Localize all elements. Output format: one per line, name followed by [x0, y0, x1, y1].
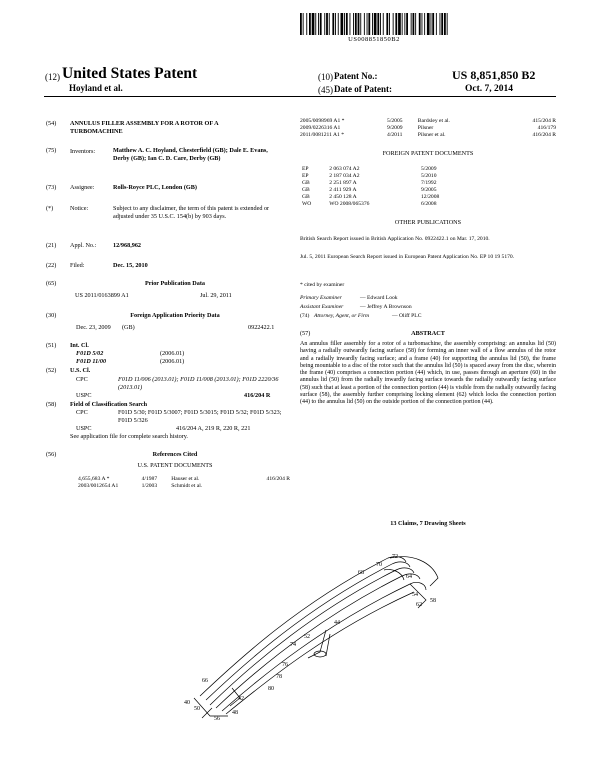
annulus-lid-outline — [210, 568, 414, 705]
us-reference-row-who: Hauser et al. — [171, 476, 200, 482]
foreign-reference-row-d: 6/2008 — [420, 200, 437, 207]
barcode-bar — [312, 13, 315, 35]
frame-outline — [226, 592, 414, 714]
foreign-reference-row-d: 7/1992 — [420, 179, 437, 186]
invention-title: ANNULUS FILLER ASSEMBLY FOR A ROTOR OF A TURBOMACHINE — [70, 120, 219, 135]
barcode-bar — [326, 13, 328, 35]
barcode-bar — [306, 13, 307, 35]
priority-country: (GB) — [122, 324, 135, 331]
barcode-bar — [315, 13, 316, 35]
foreign-reference-row-n: 2 187 034 A2 — [329, 172, 360, 179]
barcode-bar — [424, 13, 425, 35]
barcode-bar — [318, 13, 319, 35]
abstract-code: (57) — [300, 330, 311, 337]
inventors-label: Inventors: — [70, 148, 96, 155]
barcode-bar — [344, 13, 345, 35]
figure-reference-label: 52 — [304, 634, 310, 640]
barcode-bar — [441, 13, 443, 35]
barcode-bar — [364, 13, 365, 35]
foreign-docs-heading: FOREIGN PATENT DOCUMENTS — [382, 150, 474, 157]
us-cl-uspc: 416/204 R — [244, 392, 271, 399]
prior-pub-heading: Prior Publication Data — [144, 280, 206, 287]
barcode-bar — [360, 13, 361, 35]
barcode-bar — [309, 13, 311, 35]
code-45: (45) — [318, 85, 333, 95]
us-reference-row-cls: 416/204 R — [266, 476, 290, 482]
appl-no-label: Appl. No.: — [70, 242, 97, 249]
foreign-reference-row — [302, 173, 472, 180]
header-rule — [44, 96, 556, 97]
us-reference-row-date: 4/1987 — [141, 476, 158, 482]
us-reference-row — [78, 483, 290, 490]
int-cl-class: F01D 5/02 — [76, 350, 104, 357]
us-reference-row-who: Pilsner — [417, 124, 434, 131]
code-56: (56) — [46, 451, 57, 458]
other-pubs-heading: OTHER PUBLICATIONS — [394, 219, 462, 226]
us-reference-row-num: 2009/0226316 A1 — [300, 124, 341, 131]
prior-pub-date: Jul. 29, 2011 — [200, 292, 232, 299]
frame-outline — [390, 557, 438, 586]
barcode-bar — [422, 13, 423, 35]
barcode-bar — [406, 13, 408, 35]
us-reference-row — [300, 125, 556, 132]
barcode-bar — [404, 13, 405, 35]
foreign-reference-row-c: EP — [302, 166, 309, 172]
code-21: (21) — [46, 242, 57, 249]
claims-summary: 13 Claims, 7 Drawing Sheets — [390, 520, 466, 527]
us-reference-row-cls: 416/204 R — [532, 131, 556, 138]
barcode-bar — [372, 13, 373, 35]
foreign-reference-row-d: 5/2009 — [420, 166, 437, 172]
barcode-bar — [320, 13, 322, 35]
barcode-bar — [332, 13, 334, 35]
us-cl-cpc-label: CPC — [76, 376, 88, 383]
code-12: (12) — [45, 72, 60, 82]
us-reference-row-who: Schmidt et al. — [171, 482, 203, 489]
appl-no: 12/968,962 — [113, 242, 142, 249]
barcode-bar — [389, 13, 390, 35]
foreign-reference-row-d: 12/2008 — [420, 193, 440, 200]
field-search-cpc-label: CPC — [76, 409, 88, 416]
primary-examiner-label: Primary Examiner — [300, 295, 342, 301]
foreign-reference-row-c: GB — [302, 193, 310, 200]
barcode-bar — [447, 13, 448, 35]
barcode-bar — [432, 13, 434, 35]
us-cl-label: U.S. Cl. — [70, 367, 91, 374]
foreign-docs-table — [302, 166, 472, 207]
abstract-heading: ABSTRACT — [411, 330, 445, 337]
assignee-label: Assignee: — [70, 184, 95, 191]
us-references-cont-table — [300, 118, 556, 139]
barcode — [300, 13, 448, 35]
frame-outline — [326, 634, 330, 656]
int-cl-class: F01D 11/00 — [76, 358, 107, 365]
barcode-bar — [380, 13, 381, 35]
barcode-bar — [386, 13, 388, 35]
barcode-bar — [395, 13, 397, 35]
us-reference-row — [78, 476, 290, 483]
cited-by-examiner: * cited by examiner — [300, 282, 345, 288]
int-cl-version: (2006.01) — [160, 350, 185, 357]
foreign-reference-row-n: 2 251 897 A — [329, 179, 357, 186]
barcode-bar — [355, 13, 357, 35]
barcode-bar — [444, 13, 446, 35]
filed-date: Dec. 15, 2010 — [113, 262, 148, 269]
annulus-lid-outline — [206, 562, 410, 700]
code-65: (65) — [46, 280, 57, 287]
code-52: (52) — [46, 367, 57, 374]
priority-number: 0922422.1 — [248, 324, 275, 331]
authors: Hoyland et al. — [69, 83, 123, 93]
field-search-label: Field of Classification Search — [70, 401, 148, 408]
field-search-see: See application file for complete search history. — [70, 433, 188, 440]
barcode-bar — [350, 13, 351, 35]
patent-title-heading: United States Patent — [62, 65, 198, 82]
figure-reference-label: 66 — [202, 678, 208, 684]
code-51: (51) — [46, 342, 57, 349]
figure-reference-label: 72 — [392, 554, 398, 560]
figure-reference-label: 80 — [268, 686, 274, 692]
code-notice: (*) — [46, 205, 54, 212]
barcode-bar — [411, 13, 412, 35]
us-reference-row-date: 5/2005 — [387, 118, 403, 124]
primary-examiner: — Edward Look — [360, 295, 398, 301]
int-cl-label: Int. Cl. — [70, 342, 89, 349]
barcode-bar — [440, 13, 441, 35]
assignee: Rolls-Royce PLC, London (GB) — [113, 184, 197, 191]
attorney-code: (74) — [300, 313, 310, 319]
barcode-bar — [329, 13, 330, 35]
figure-reference-label: 58 — [430, 598, 436, 604]
barcode-bar — [341, 13, 344, 35]
prior-pub-number: US 2011/0163899 A1 — [75, 292, 129, 299]
barcode-bar — [415, 13, 416, 35]
barcode-bar — [377, 13, 379, 35]
barcode-number: US008851850B2 — [348, 36, 400, 43]
attorney-label: Attorney, Agent, or Firm — [314, 313, 370, 319]
us-reference-row-num: 2011/0081211 A1 * — [300, 131, 345, 138]
us-cl-cpc: F01D 11/006 (2013.01); F01D 11/008 (2013.01); F01D 2220/36 (2013.01) — [118, 376, 279, 391]
barcode-bar — [358, 13, 360, 35]
other-pub-item: Jul. 5, 2011 European Search Report issued in European Patent Application No. EP 10 19 5170. — [300, 254, 515, 260]
figure-reference-label: 64 — [406, 574, 412, 580]
assistant-examiner: — Jeffrey A Brownson — [360, 304, 412, 310]
references-heading: References Cited — [152, 451, 198, 458]
us-reference-row-date: 4/2011 — [387, 131, 403, 138]
figure-reference-label: 68 — [358, 570, 364, 576]
filed-label: Filed: — [70, 262, 85, 269]
barcode-bar — [338, 13, 339, 35]
figure-reference-label: 74 — [290, 642, 296, 648]
barcode-bar — [335, 13, 336, 35]
attorney: — Oliff PLC — [392, 313, 422, 319]
barcode-bar — [300, 13, 302, 35]
figure-reference-label: 62 — [416, 602, 422, 608]
foreign-reference-row-c: GB — [302, 179, 310, 186]
other-pub-item: British Search Report issued in British Application No. 0922422.1 on Mar. 17, 2010. — [300, 236, 490, 242]
barcode-bar — [427, 13, 430, 35]
us-reference-row-cls: 416/179 — [537, 124, 556, 131]
inventors: Matthew A. C. Hoyland, Chesterfield (GB); Dale E. Evans, Derby (GB); Ian C. D. Care, Derby (GB) — [113, 147, 268, 162]
us-reference-row-who: Bardsley et al. — [417, 118, 450, 124]
code-30: (30) — [46, 312, 57, 319]
us-patent-docs-heading: U.S. PATENT DOCUMENTS — [137, 462, 213, 469]
us-reference-row-num: 2005/0098969 A1 * — [300, 118, 345, 124]
barcode-bar — [413, 13, 415, 35]
patent-number: US 8,851,850 B2 — [452, 68, 536, 82]
figure-reference-label: 54 — [412, 592, 418, 598]
barcode-bar — [346, 13, 348, 35]
barcode-bar — [368, 13, 370, 35]
us-cl-uspc-label: USPC — [76, 392, 92, 399]
date-label: Date of Patent: — [334, 84, 392, 94]
barcode-bar — [367, 13, 368, 35]
us-reference-row — [300, 118, 556, 125]
barcode-bar — [393, 13, 394, 35]
us-reference-row — [300, 132, 556, 139]
figure-reference-label: 42 — [238, 696, 244, 702]
foreign-reference-row — [302, 201, 472, 208]
figure-reference-label: 44 — [334, 620, 340, 626]
code-54: (54) — [46, 120, 57, 127]
field-search-uspc-label: USPC — [76, 425, 92, 432]
representative-drawing — [180, 548, 460, 722]
foreign-reference-row-n: 2 063 074 A2 — [329, 166, 360, 172]
us-reference-row-who: Pilsner et al. — [417, 131, 446, 138]
code-73: (73) — [46, 184, 57, 191]
foreign-reference-row-c: GB — [302, 186, 310, 193]
notice-text: Subject to any disclaimer, the term of this patent is extended or adjusted under 35 U.S.C. 154(b) by 903 days. — [113, 205, 270, 220]
foreign-reference-row-n: 2 450 128 A — [329, 193, 357, 200]
frame-outline — [308, 630, 326, 658]
foreign-reference-row-c: WO — [302, 200, 312, 207]
foreign-reference-row — [302, 194, 472, 201]
foreign-reference-row — [302, 187, 472, 194]
field-search-cpc: F01D 5/30; F01D 5/3007; F01D 5/3015; F01D 5/32; F01D 5/323; F01D 5/326 — [118, 409, 282, 424]
barcode-bar — [398, 13, 401, 35]
foreign-reference-row-n: WO 2008/065376 — [329, 200, 370, 207]
int-cl-version: (2006.01) — [160, 358, 185, 365]
figure-reference-label: 78 — [276, 674, 282, 680]
notice-label: Notice: — [70, 205, 89, 212]
barcode-bar — [374, 13, 377, 35]
barcode-bar — [324, 13, 325, 35]
foreign-reference-row — [302, 166, 472, 173]
frame-outline — [222, 582, 426, 711]
field-search-uspc: 416/204 A, 219 R, 220 R, 221 — [176, 425, 251, 432]
foreign-reference-row — [302, 180, 472, 187]
code-10: (10) — [318, 72, 333, 82]
barcode-bar — [436, 13, 437, 35]
figure-reference-label: 76 — [282, 662, 288, 668]
figure-reference-label: 48 — [232, 710, 238, 716]
assistant-examiner-label: Assistant Examiner — [300, 304, 344, 310]
foreign-reference-row-d: 5/2010 — [420, 172, 437, 179]
code-75: (75) — [46, 147, 57, 154]
barcode-bar — [303, 13, 304, 35]
barcode-bar — [419, 13, 421, 35]
code-22: (22) — [46, 262, 57, 269]
us-reference-row-date: 1/2003 — [141, 482, 158, 489]
us-reference-row-num: 2003/0012654 A1 — [78, 482, 119, 489]
barcode-bar — [353, 13, 354, 35]
barcode-bar — [431, 13, 432, 35]
us-references-table — [78, 476, 290, 490]
us-reference-row-num: 4,655,683 A * — [78, 476, 110, 482]
figure-reference-label: 56 — [214, 716, 220, 722]
figure-reference-label: 40 — [184, 700, 190, 706]
figure-reference-label: 70 — [376, 562, 382, 568]
barcode-bar — [383, 13, 384, 35]
us-reference-row-cls: 415/204 R — [532, 118, 556, 124]
priority-date: Dec. 23, 2009 — [76, 324, 111, 331]
figure-reference-label: 50 — [194, 706, 200, 712]
us-reference-row-cls — [252, 483, 290, 490]
abstract-text: An annulus filler assembly for a rotor of a turbomachine, the assembly comprising: an annulus lid (50) having a radially outwardly facing surface (58) for forming an inner wall of a flow annulus of the rotor and a radially inwardly facing surface; and a frame (40) for supporting the annulus lid (50), the frame being mountable to a disc of the rotor such that the annulus lid (50) is spaced away from the disc, wherein the frame (40) comprises a connection portion (44) which, in use, passes through an aperture (60) in the annulus lid (50) from the radially inwardly facing surface towards the radially outwardly facing surface (58) such that at least a portion of the connection portion (44) is visible from the radially outwardly facing surface (58), the assembly further comprising locking element (62) which locks the connection portion (44) to the annulus lid (50) on the outside portion of the connection portion (44). — [300, 341, 556, 406]
foreign-priority-heading: Foreign Application Priority Data — [130, 312, 220, 319]
patent-no-label: Patent No.: — [334, 71, 378, 81]
frame-outline — [202, 708, 212, 718]
foreign-reference-row-d: 9/2005 — [420, 186, 437, 193]
us-reference-row-date: 9/2009 — [387, 124, 403, 131]
foreign-reference-row-c: EP — [302, 172, 309, 179]
foreign-reference-row-n: 2 411 929 A — [329, 186, 357, 193]
code-58: (58) — [46, 401, 57, 408]
patent-date: Oct. 7, 2014 — [465, 84, 514, 94]
barcode-bar — [402, 13, 403, 35]
